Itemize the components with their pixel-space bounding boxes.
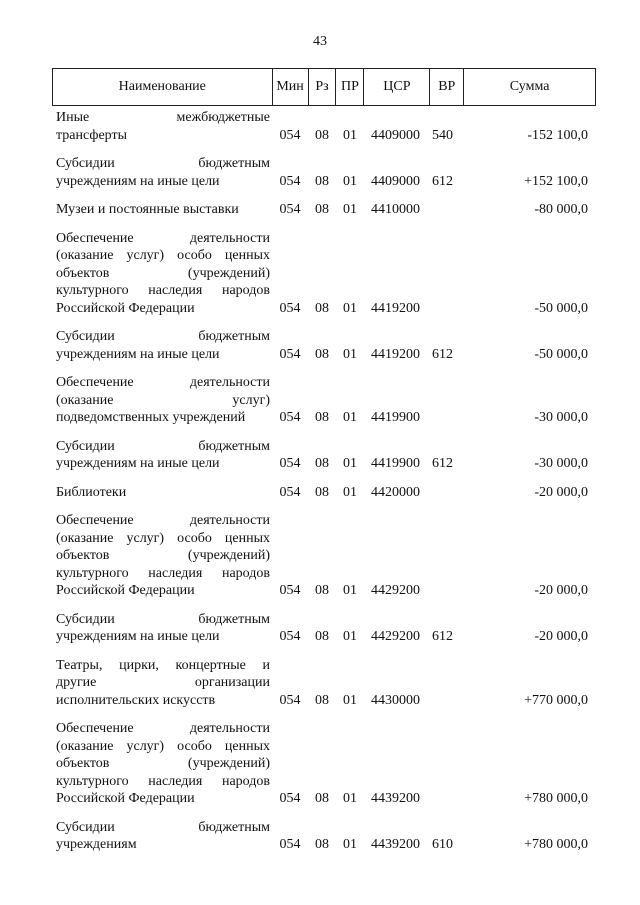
row-csr: 4420000 xyxy=(371,484,420,500)
row-min: 054 xyxy=(279,456,301,471)
row-min: 054 xyxy=(279,410,301,425)
row-name-line: объектов (учреждений) xyxy=(56,548,270,563)
row-sum: +780 000,0 xyxy=(524,837,588,852)
row-name-line: Субсидии бюджетным xyxy=(56,611,270,627)
row-csr: 4419200 xyxy=(371,300,420,316)
row-rz: 08 xyxy=(315,583,329,598)
row-min: 054 xyxy=(279,484,301,500)
row-name xyxy=(52,512,272,600)
row-name xyxy=(52,438,272,473)
table-row xyxy=(52,720,596,808)
header-csr: ЦСР xyxy=(364,69,430,105)
row-vr: 612 xyxy=(432,456,453,471)
row-vr: 612 xyxy=(432,346,453,362)
row-name-line: Театры, цирки, концертные и xyxy=(56,657,270,673)
row-sum: -20 000,0 xyxy=(534,484,588,500)
row-name-line: объектов (учреждений) xyxy=(56,756,270,771)
row-vr: 540 xyxy=(432,127,453,143)
row-name-line: Музеи и постоянные выставки xyxy=(56,202,239,217)
table-row xyxy=(52,155,596,190)
row-sum: +780 000,0 xyxy=(524,791,588,806)
table-row xyxy=(52,328,596,363)
row-pr: 01 xyxy=(343,300,357,316)
row-sum: +770 000,0 xyxy=(524,692,588,708)
row-csr: 4439200 xyxy=(371,791,420,806)
row-pr: 01 xyxy=(343,410,357,425)
row-min: 054 xyxy=(279,583,301,598)
row-rz: 08 xyxy=(315,127,329,143)
budget-table xyxy=(52,68,596,865)
row-rz: 08 xyxy=(315,173,329,189)
row-vr: 610 xyxy=(432,837,453,852)
table-row xyxy=(52,657,596,710)
row-pr: 01 xyxy=(343,583,357,598)
row-csr: 4419900 xyxy=(371,410,420,425)
row-name-line: Российской Федерации xyxy=(56,583,195,598)
row-csr: 4429200 xyxy=(371,629,420,644)
row-name-line: Субсидии бюджетным xyxy=(56,156,270,171)
header-min: Мин xyxy=(273,69,309,105)
table-header xyxy=(52,68,596,106)
header-sum: Сумма xyxy=(464,69,596,105)
row-name xyxy=(52,328,272,363)
row-sum: -50 000,0 xyxy=(534,346,588,362)
header-vr: ВР xyxy=(430,69,464,105)
row-name-line: Библиотеки xyxy=(56,484,127,500)
row-name-line: Субсидии бюджетным xyxy=(56,329,270,344)
row-sum: -30 000,0 xyxy=(534,456,588,471)
row-name-line: (оказание услуг) особо ценных xyxy=(56,738,270,754)
row-name xyxy=(52,155,272,190)
row-name xyxy=(52,484,272,502)
row-csr: 4419200 xyxy=(371,346,420,362)
row-name-line: Обеспечение деятельности xyxy=(56,375,270,390)
row-csr: 4409000 xyxy=(371,127,420,143)
row-csr: 4409000 xyxy=(371,173,420,189)
row-name-line: трансферты xyxy=(56,127,128,143)
table-row xyxy=(52,109,596,144)
row-pr: 01 xyxy=(343,692,357,708)
row-pr: 01 xyxy=(343,484,357,500)
row-rz: 08 xyxy=(315,456,329,471)
row-sum: +152 100,0 xyxy=(524,173,588,189)
row-rz: 08 xyxy=(315,692,329,708)
row-name xyxy=(52,611,272,646)
row-vr: 612 xyxy=(432,173,453,189)
row-min: 054 xyxy=(279,173,301,189)
row-name-line: Обеспечение деятельности xyxy=(56,721,270,736)
row-name xyxy=(52,657,272,710)
row-csr: 4439200 xyxy=(371,837,420,852)
row-name-line: учреждениям на иные цели xyxy=(56,173,220,189)
row-name-line: другие организации xyxy=(56,675,270,690)
row-name-line: учреждениям на иные цели xyxy=(56,346,220,362)
row-min: 054 xyxy=(279,837,301,852)
row-min: 054 xyxy=(279,629,301,644)
row-name-line: (оказание услуг) особо ценных xyxy=(56,530,270,546)
row-sum: -152 100,0 xyxy=(527,127,588,143)
row-name xyxy=(52,819,272,854)
row-csr: 4410000 xyxy=(371,202,420,217)
table-row xyxy=(52,512,596,600)
row-min: 054 xyxy=(279,300,301,316)
row-name-line: Обеспечение деятельности xyxy=(56,513,270,528)
row-name-line: культурного наследия народов xyxy=(56,283,270,298)
row-sum: -50 000,0 xyxy=(534,300,588,316)
row-name-line: культурного наследия народов xyxy=(56,565,270,581)
row-name xyxy=(52,109,272,144)
row-name xyxy=(52,230,272,318)
row-min: 054 xyxy=(279,346,301,362)
row-sum: -30 000,0 xyxy=(534,410,588,425)
row-rz: 08 xyxy=(315,410,329,425)
row-min: 054 xyxy=(279,202,301,217)
row-name-line: Субсидии бюджетным xyxy=(56,438,270,454)
row-sum: -20 000,0 xyxy=(534,583,588,598)
row-name-line: Обеспечение деятельности xyxy=(56,230,270,246)
table-row xyxy=(52,374,596,427)
row-pr: 01 xyxy=(343,456,357,471)
table-row xyxy=(52,230,596,318)
row-min: 054 xyxy=(279,791,301,806)
row-min: 054 xyxy=(279,692,301,708)
row-csr: 4430000 xyxy=(371,692,420,708)
row-rz: 08 xyxy=(315,791,329,806)
row-rz: 08 xyxy=(315,202,329,217)
row-pr: 01 xyxy=(343,127,357,143)
table-body xyxy=(52,109,596,854)
row-rz: 08 xyxy=(315,300,329,316)
row-name-line: Субсидии бюджетным xyxy=(56,819,270,835)
table-row xyxy=(52,611,596,646)
row-rz: 08 xyxy=(315,484,329,500)
row-rz: 08 xyxy=(315,629,329,644)
row-name xyxy=(52,201,272,219)
row-pr: 01 xyxy=(343,173,357,189)
table-row xyxy=(52,201,596,219)
row-name xyxy=(52,374,272,427)
page-number: 43 xyxy=(313,34,327,49)
header-name: Наименование xyxy=(53,69,273,105)
row-sum: -20 000,0 xyxy=(534,629,588,644)
row-rz: 08 xyxy=(315,346,329,362)
table-row xyxy=(52,819,596,854)
row-sum: -80 000,0 xyxy=(534,202,588,217)
row-name xyxy=(52,720,272,808)
row-name-line: Российской Федерации xyxy=(56,791,195,806)
row-name-line: учреждениям на иные цели xyxy=(56,456,220,471)
table-row xyxy=(52,438,596,473)
row-pr: 01 xyxy=(343,629,357,644)
row-pr: 01 xyxy=(343,837,357,852)
row-rz: 08 xyxy=(315,837,329,852)
row-name-line: (оказание услуг) особо ценных xyxy=(56,248,270,263)
row-pr: 01 xyxy=(343,791,357,806)
row-pr: 01 xyxy=(343,202,357,217)
row-name-line: объектов (учреждений) xyxy=(56,265,270,281)
row-name-line: учреждениям на иные цели xyxy=(56,629,220,644)
row-name-line: (оказание услуг) xyxy=(56,392,270,408)
header-rz: Рз xyxy=(309,69,337,105)
row-csr: 4429200 xyxy=(371,583,420,598)
row-pr: 01 xyxy=(343,346,357,362)
row-csr: 4419900 xyxy=(371,456,420,471)
row-name-line: Российской Федерации xyxy=(56,300,195,316)
row-name-line: Иные межбюджетные xyxy=(56,110,270,125)
row-name-line: учреждениям xyxy=(56,837,137,852)
row-min: 054 xyxy=(279,127,301,143)
row-name-line: культурного наследия народов xyxy=(56,773,270,789)
header-pr: ПР xyxy=(336,69,364,105)
row-vr: 612 xyxy=(432,629,453,644)
table-row xyxy=(52,484,596,502)
row-name-line: подведомственных учреждений xyxy=(56,410,246,425)
row-name-line: исполнительских искусств xyxy=(56,692,216,708)
